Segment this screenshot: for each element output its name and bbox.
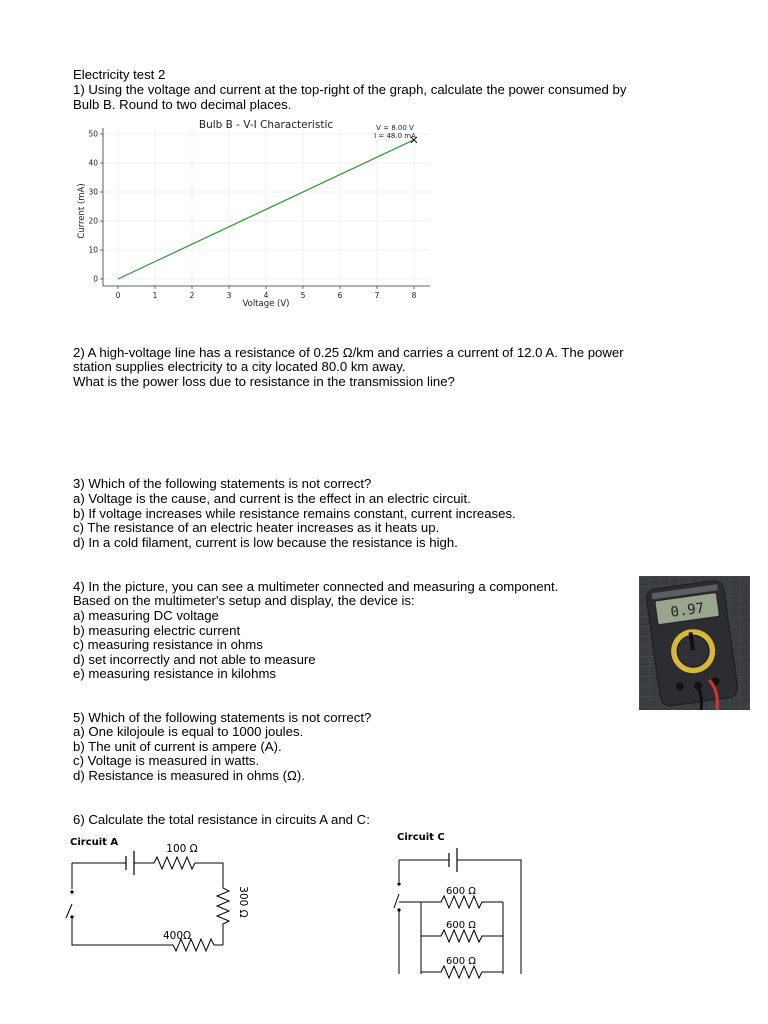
x-tick-label: 2 (189, 291, 195, 300)
q3-line-1: 3) Which of the following statements is not correct? (73, 476, 372, 491)
circuit-c-title: Circuit C (397, 832, 445, 843)
circuit-c-r2: 600 Ω (446, 920, 476, 931)
doc-title: Electricity test 2 (73, 67, 166, 82)
q3-option-a: a) Voltage is the cause, and current is the effect in an electric circuit. (73, 491, 471, 506)
annotation-current: I = 48.0 mA (374, 132, 416, 140)
y-tick-label: 10 (88, 245, 98, 255)
q4-line-1: 4) In the picture, you can see a multimeter connected and measuring a component. (73, 579, 559, 594)
y-ticks (88, 130, 103, 284)
y-tick-label: 30 (88, 187, 98, 197)
multimeter-photo (639, 576, 750, 710)
x-tick-label: 4 (263, 291, 269, 300)
x-axis-label: Voltage (V) (242, 299, 290, 309)
q4-option-b: b) measuring electric current (73, 623, 241, 638)
circuit-c-r3: 600 Ω (446, 956, 476, 967)
x-tick-label: 5 (300, 291, 306, 300)
chart-axes (103, 128, 430, 286)
chart-series (118, 137, 417, 279)
q5-option-c: c) Voltage is measured in watts. (73, 753, 260, 768)
circuit-a-r-top: 100 Ω (166, 843, 198, 855)
q4-option-e: e) measuring resistance in kilohms (73, 666, 277, 681)
q5-line-1: 5) Which of the following statements is not correct? (73, 710, 372, 725)
x-tick-label: 8 (411, 291, 417, 300)
x-tick-label: 0 (115, 291, 121, 300)
y-tick-label: 20 (88, 216, 98, 226)
q4-option-a: a) measuring DC voltage (73, 608, 219, 623)
y-axis-label: Current (mA) (77, 183, 87, 239)
q4-line-2: Based on the multimeter's setup and display, the device is: (73, 593, 415, 608)
q4-option-c: c) measuring resistance in ohms (73, 637, 263, 652)
q6-line-1: 6) Calculate the total resistance in circuits A and C: (73, 812, 370, 827)
circuit-c-r1: 600 Ω (446, 886, 476, 897)
q5-option-d: d) Resistance is measured in ohms (Ω). (73, 768, 305, 783)
chart-title: Bulb B - V-I Characteristic (198, 119, 334, 131)
x-tick-label: 3 (226, 291, 232, 300)
q5-option-a: a) One kilojoule is equal to 1000 joules. (73, 724, 304, 739)
circuit-a-title: Circuit A (70, 837, 119, 848)
y-tick-label: 0 (93, 274, 98, 284)
q4-option-d: d) set incorrectly and not able to measure (73, 652, 316, 667)
y-tick-label: 40 (88, 158, 98, 168)
circuit-a-r-bottom: 400Ω (162, 930, 192, 942)
circuit-a-diagram (64, 830, 264, 960)
circuit-a-r-right: 300 Ω (237, 886, 249, 918)
q1-line-2: Bulb B. Round to two decimal places. (73, 97, 292, 112)
q2-line-1: 2) A high-voltage line has a resistance of 0.25 Ω/km and carries a current of 12.0 A. The power (73, 345, 624, 360)
q1-line-1: 1) Using the voltage and current at the top-right of the graph, calculate the power consumed by (73, 82, 627, 97)
chart-grid (103, 128, 430, 286)
x-tick-label: 6 (337, 291, 343, 300)
x-ticks (116, 286, 417, 300)
q2-line-3: What is the power loss due to resistance in the transmission line? (73, 374, 455, 389)
q3-option-c: c) The resistance of an electric heater increases as it heats up. (73, 520, 440, 535)
y-tick-label: 50 (88, 129, 98, 139)
multimeter-display: 0.97 (669, 600, 706, 621)
vi-chart (70, 116, 440, 316)
x-tick-label: 7 (374, 291, 380, 300)
q2-line-2: station supplies electricity to a city located 80.0 km away. (73, 359, 406, 374)
circuit-c-diagram (385, 826, 545, 986)
q3-option-b: b) If voltage increases while resistance remains constant, current increases. (73, 506, 516, 521)
q3-option-d: d) In a cold filament, current is low because the resistance is high. (73, 535, 458, 550)
x-tick-label: 1 (152, 291, 158, 300)
q5-option-b: b) The unit of current is ampere (A). (73, 739, 282, 754)
annotation-voltage: V = 8.00 V (376, 124, 414, 132)
